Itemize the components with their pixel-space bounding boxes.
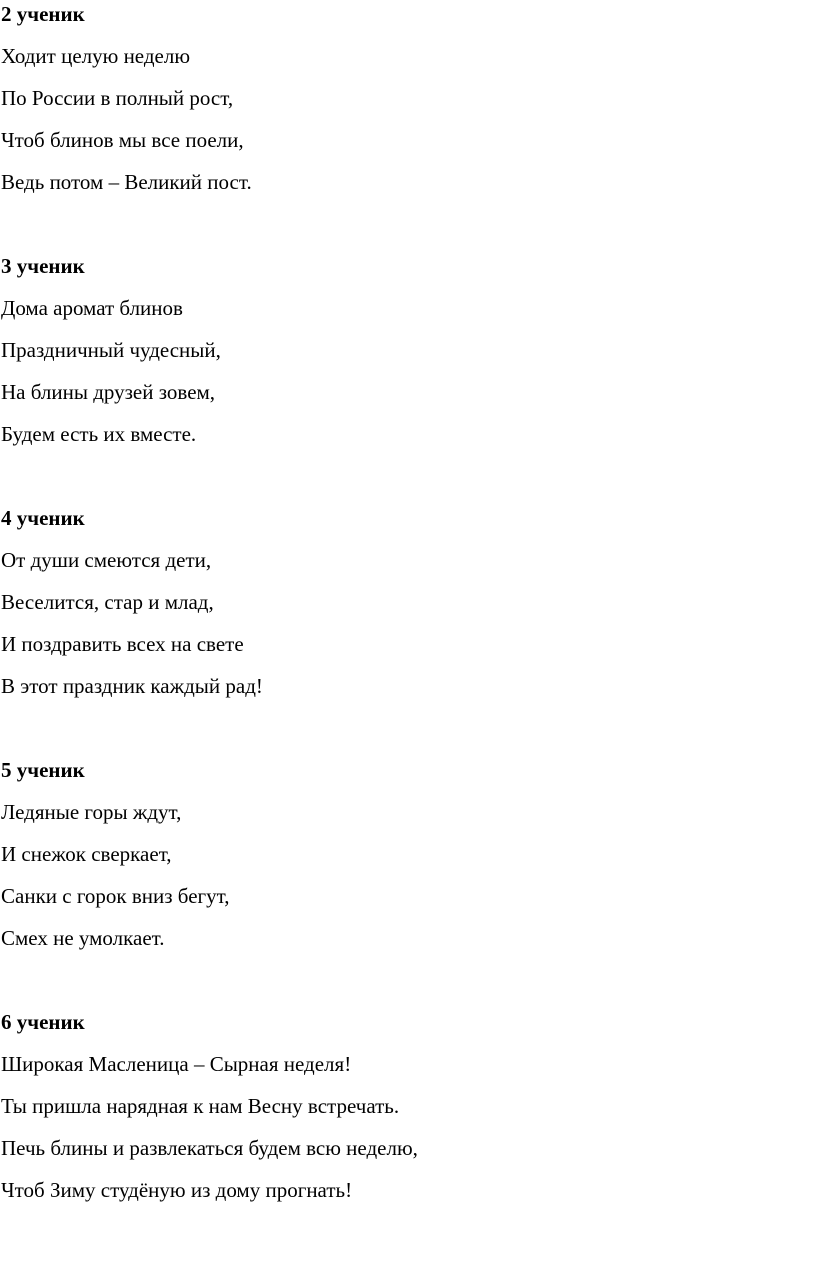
- stanza-heading: 6 ученик: [1, 1010, 85, 1034]
- poem-line: Ходит целую неделю: [1, 44, 191, 68]
- poem-line: Санки с горок вниз бегут,: [1, 884, 230, 908]
- poem-line: Будем есть их вместе.: [1, 422, 197, 446]
- stanza-student-4: [1, 508, 801, 697]
- stanza-heading: 2 ученик: [1, 2, 85, 26]
- poem-line: Праздничный чудесный,: [1, 338, 221, 362]
- poem-line: Чтоб блинов мы все поели,: [1, 128, 244, 152]
- stanza-student-2: [1, 4, 801, 193]
- poem-line: Ледяные горы ждут,: [1, 800, 182, 824]
- poem-line: Ведь потом – Великий пост.: [1, 170, 252, 194]
- poem-line: Смех не умолкает.: [1, 926, 165, 950]
- poem-line: Веселится, стар и млад,: [1, 590, 214, 614]
- stanza-student-6: [1, 1012, 801, 1201]
- poem-line: Ты пришла нарядная к нам Весну встречать.: [1, 1094, 400, 1118]
- stanza-heading: 5 ученик: [1, 758, 85, 782]
- poem-line: И поздравить всех на свете: [1, 632, 244, 656]
- poem-line: И снежок сверкает,: [1, 842, 172, 866]
- poem-line: По России в полный рост,: [1, 86, 234, 110]
- poem-line: Дома аромат блинов: [1, 296, 183, 320]
- poem-line: Чтоб Зиму студёную из дому прогнать!: [1, 1178, 353, 1202]
- poem-line: На блины друзей зовем,: [1, 380, 216, 404]
- poem-line: От души смеются дети,: [1, 548, 212, 572]
- poem-line: Печь блины и развлекаться будем всю неделю,: [1, 1136, 418, 1160]
- poem-line: Широкая Масленица – Сырная неделя!: [1, 1052, 352, 1076]
- stanza-heading: 4 ученик: [1, 506, 85, 530]
- stanza-heading: 3 ученик: [1, 254, 85, 278]
- poem-line: В этот праздник каждый рад!: [1, 674, 263, 698]
- stanza-student-3: [1, 256, 801, 445]
- stanza-student-5: [1, 760, 801, 949]
